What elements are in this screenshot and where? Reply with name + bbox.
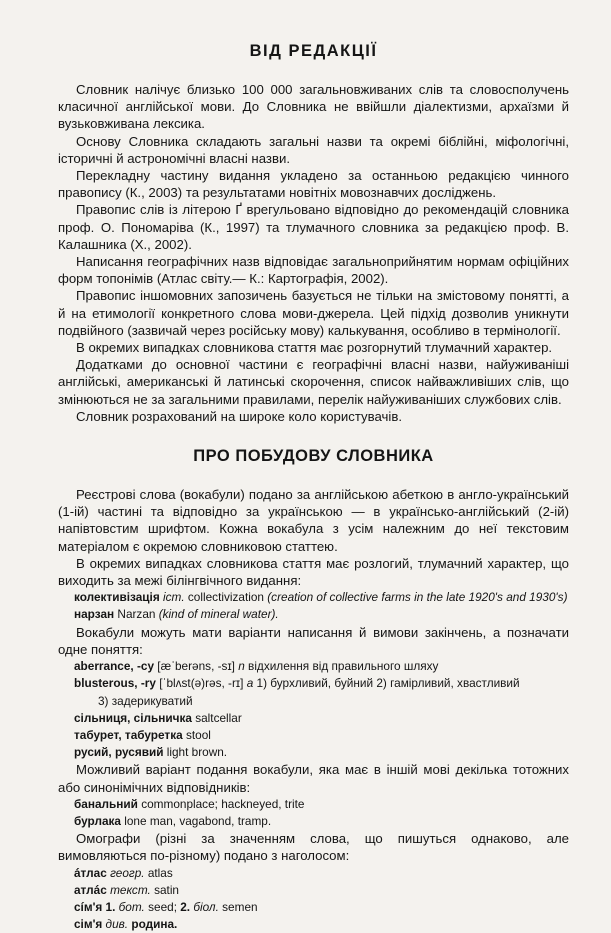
- translation: lone man, vagabond, tramp.: [124, 813, 272, 828]
- translation: collectivization: [187, 590, 264, 605]
- headword: русий, русявий: [74, 745, 164, 760]
- headword: сільниця, сільничка: [74, 710, 192, 725]
- paragraph: Основу Словника складають загальні назви та окремі біблійні, міфологічні, історичні й астрономічні власні назви.: [58, 133, 569, 166]
- example-entry: [74, 796, 569, 813]
- paragraph: Правопис слів із літерою Ґ врегульовано відповідно до рекомендацій словника проф. О. Пономарiва (К., 1997) та тлумачного словника за редакцією проф. В. Калашника (Х., 2002).: [58, 202, 569, 252]
- example-entry: [74, 882, 569, 899]
- headword: сíм'я 1.: [74, 899, 116, 914]
- sense-number: 2.: [180, 899, 191, 914]
- paragraph: Можливий варіант подання вокабули, яка має в іншій мові декілька тотожних або синонімічних відповідників:: [58, 762, 569, 795]
- paragraph: Словник налічує близько 100 000 загальновживаних слів та словосполучень класичної англійської мови. До Словника не ввійшли діалектизми, архаїзми й вузьковживана лексика.: [58, 82, 569, 132]
- structure-text: [58, 486, 569, 933]
- example-entry: [74, 675, 569, 692]
- paragraph: В окремих випадках словникова стаття має розгорнутий тлумачний характер.: [76, 340, 553, 356]
- transcription: [ˈblʌst(ə)rəs, -rɪ]: [159, 676, 244, 691]
- example-entry: [74, 916, 569, 933]
- paragraph: Додатками до основної частини є географічні власні назви, найуживаніші англійські, американські й латинські скорочення, список найважливіших слів, що змінюються не за загальними правилами, перелік найуживаніших службових слів.: [58, 357, 569, 407]
- label: бот.: [118, 899, 145, 914]
- paragraph: Реєстрові слова (вокабули) подано за англійською абеткою в англо-український (1-ій) частині та відповідно за українською — в українсько-англійський (2-ій) напівтовстим шрифтом. Кожна вокабула з усім належним до неї текстовим матеріалом є окремою словниковою статтею.: [58, 487, 569, 554]
- headword: атлáс: [74, 882, 107, 897]
- example-entry: [74, 589, 569, 606]
- translation: 1) бурхливий, буйний 2) гамірливий, хвастливий: [256, 676, 520, 691]
- headword: нарзан: [74, 607, 115, 622]
- paragraph: Перекладну частину видання укладено за останньою редакцією чинного правопису (К., 2003) та результатами новітніх мовознавчих досліджень.: [58, 168, 569, 201]
- translation: satin: [154, 882, 179, 897]
- paragraph: Вокабули можуть мати варіанти написання й вимови закінчень, а позначати одне поняття:: [58, 624, 569, 657]
- translation: saltcellar: [195, 710, 242, 725]
- translation: commonplace; hackneyed, trite: [141, 796, 305, 811]
- label: геогр.: [110, 865, 145, 880]
- example-entry: [74, 865, 569, 882]
- headword: бурлака: [74, 813, 121, 828]
- example-entry: [74, 744, 569, 761]
- translation: відхилення від правильного шляху: [248, 659, 439, 674]
- section-heading-editorial: ВІД РЕДАКЦІЇ: [249, 42, 378, 60]
- example-entry: [74, 710, 569, 727]
- headword: табурет, табуретка: [74, 727, 183, 742]
- translation: semen: [222, 899, 258, 914]
- explanation: (creation of collective farms in the late 1920's and 1930's): [267, 590, 568, 605]
- transcription: [æˈberəns, -sɪ]: [157, 659, 235, 674]
- example-entry: [74, 658, 569, 675]
- example-entry: [74, 813, 569, 830]
- explanation: (kind of mineral water).: [158, 607, 279, 622]
- example-entry-continuation: [98, 693, 569, 710]
- headword: aberrance, -cy: [74, 659, 155, 674]
- translation: seed;: [148, 899, 177, 914]
- paragraph: Омографи (різні за значенням слова, що пишуться однаково, але вимовляються по-різному) подано з наголосом:: [58, 831, 569, 864]
- label: icm.: [163, 590, 185, 605]
- paragraph: Написання географічних назв відповідає загальноприйнятим нормам офіційних форм топонімів (Атлас світу.— К.: Картографія, 2002).: [58, 254, 569, 287]
- paragraph: Правопис іншомовних запозичень базується не тільки на змістовому понятті, а й на етимології конкретного слова мови-джерела. Цей підхід дозволив уникнути подвійного (зазвичай через російську мову) калькування, особливо в термінології.: [58, 288, 569, 338]
- section-heading-structure: ПРО ПОБУДОВУ СЛОВНИКА: [193, 447, 434, 466]
- example-entry: [74, 606, 569, 623]
- translation: atlas: [147, 865, 173, 880]
- part-of-speech: n: [238, 659, 245, 674]
- headword: колективізація: [74, 590, 160, 605]
- paragraph: Словник розрахований на широке коло користувачів.: [76, 408, 402, 424]
- example-entry: [74, 899, 569, 916]
- headword: blusterous, -ry: [74, 676, 156, 691]
- example-entry: [74, 727, 569, 744]
- cross-reference: родина.: [131, 917, 178, 932]
- headword: сім'я: [74, 917, 103, 932]
- translation: light brown.: [166, 745, 228, 760]
- translation: 3) задерикуватий: [98, 693, 193, 708]
- label: біол.: [193, 899, 219, 914]
- part-of-speech: a: [246, 676, 254, 691]
- label: текст.: [110, 882, 151, 897]
- paragraph: В окремих випадках словникова стаття має розлогий, тлумачний характер, що виходить за межі білінгвічного видання:: [58, 555, 569, 589]
- translation: Narzan: [117, 607, 156, 622]
- translation: stool: [185, 727, 211, 742]
- headword: банальний: [74, 796, 138, 811]
- headword: áтлас: [74, 865, 107, 880]
- editorial-text: [58, 81, 569, 425]
- label: див.: [105, 917, 129, 932]
